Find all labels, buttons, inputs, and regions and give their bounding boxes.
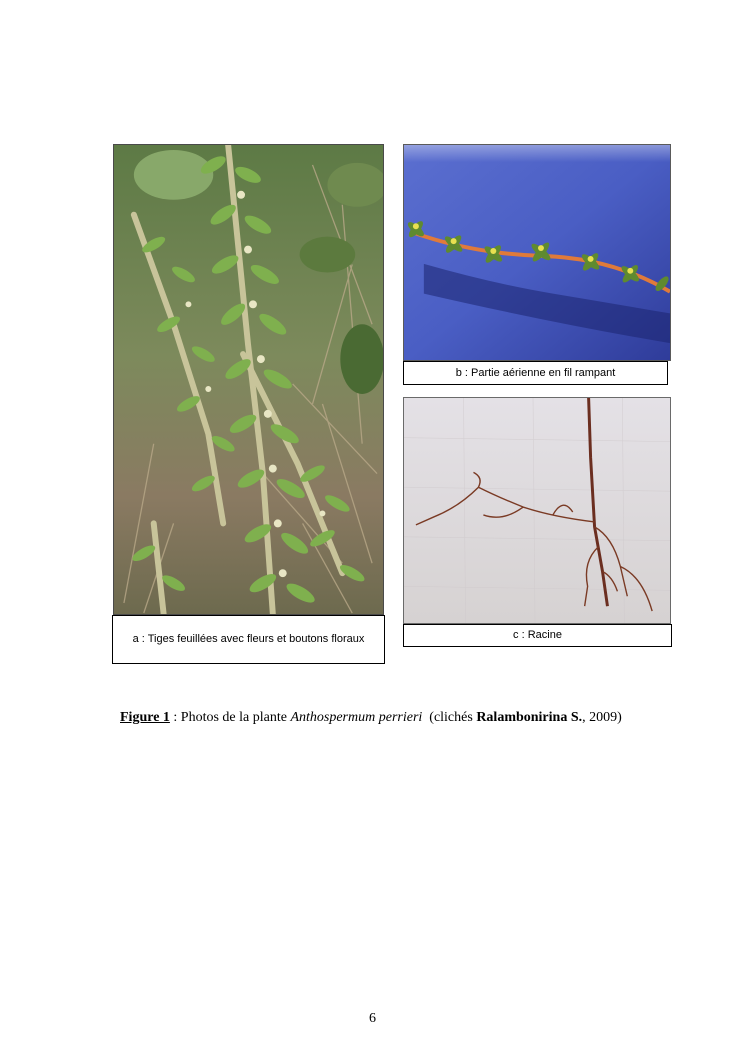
panel-c-caption: c : Racine bbox=[403, 624, 672, 647]
species-name: Anthospermum perrieri bbox=[290, 710, 423, 725]
photo-author: Ralambonirina S. bbox=[476, 710, 583, 725]
page-number: 6 bbox=[369, 1011, 376, 1026]
panel-a-caption: a : Tiges feuillées avec fleurs et boutons floraux bbox=[112, 615, 385, 664]
creeping-stem-photo-icon bbox=[404, 145, 670, 360]
photo-leafy-stems bbox=[113, 144, 384, 615]
figure-caption-middle: (clichés bbox=[422, 710, 477, 725]
figure-caption-prefix: : Photos de la plante bbox=[169, 710, 291, 725]
panel-b-caption: b : Partie aérienne en fil rampant bbox=[403, 361, 668, 385]
figure-caption-suffix: , 2009) bbox=[582, 710, 622, 725]
photo-creeping-stem bbox=[403, 144, 671, 361]
photo-root bbox=[403, 397, 671, 624]
plant-stems-photo-icon bbox=[114, 145, 383, 614]
figure-caption bbox=[120, 710, 680, 726]
figure-label: Figure 1 bbox=[120, 710, 170, 725]
root-photo-icon bbox=[404, 398, 670, 623]
